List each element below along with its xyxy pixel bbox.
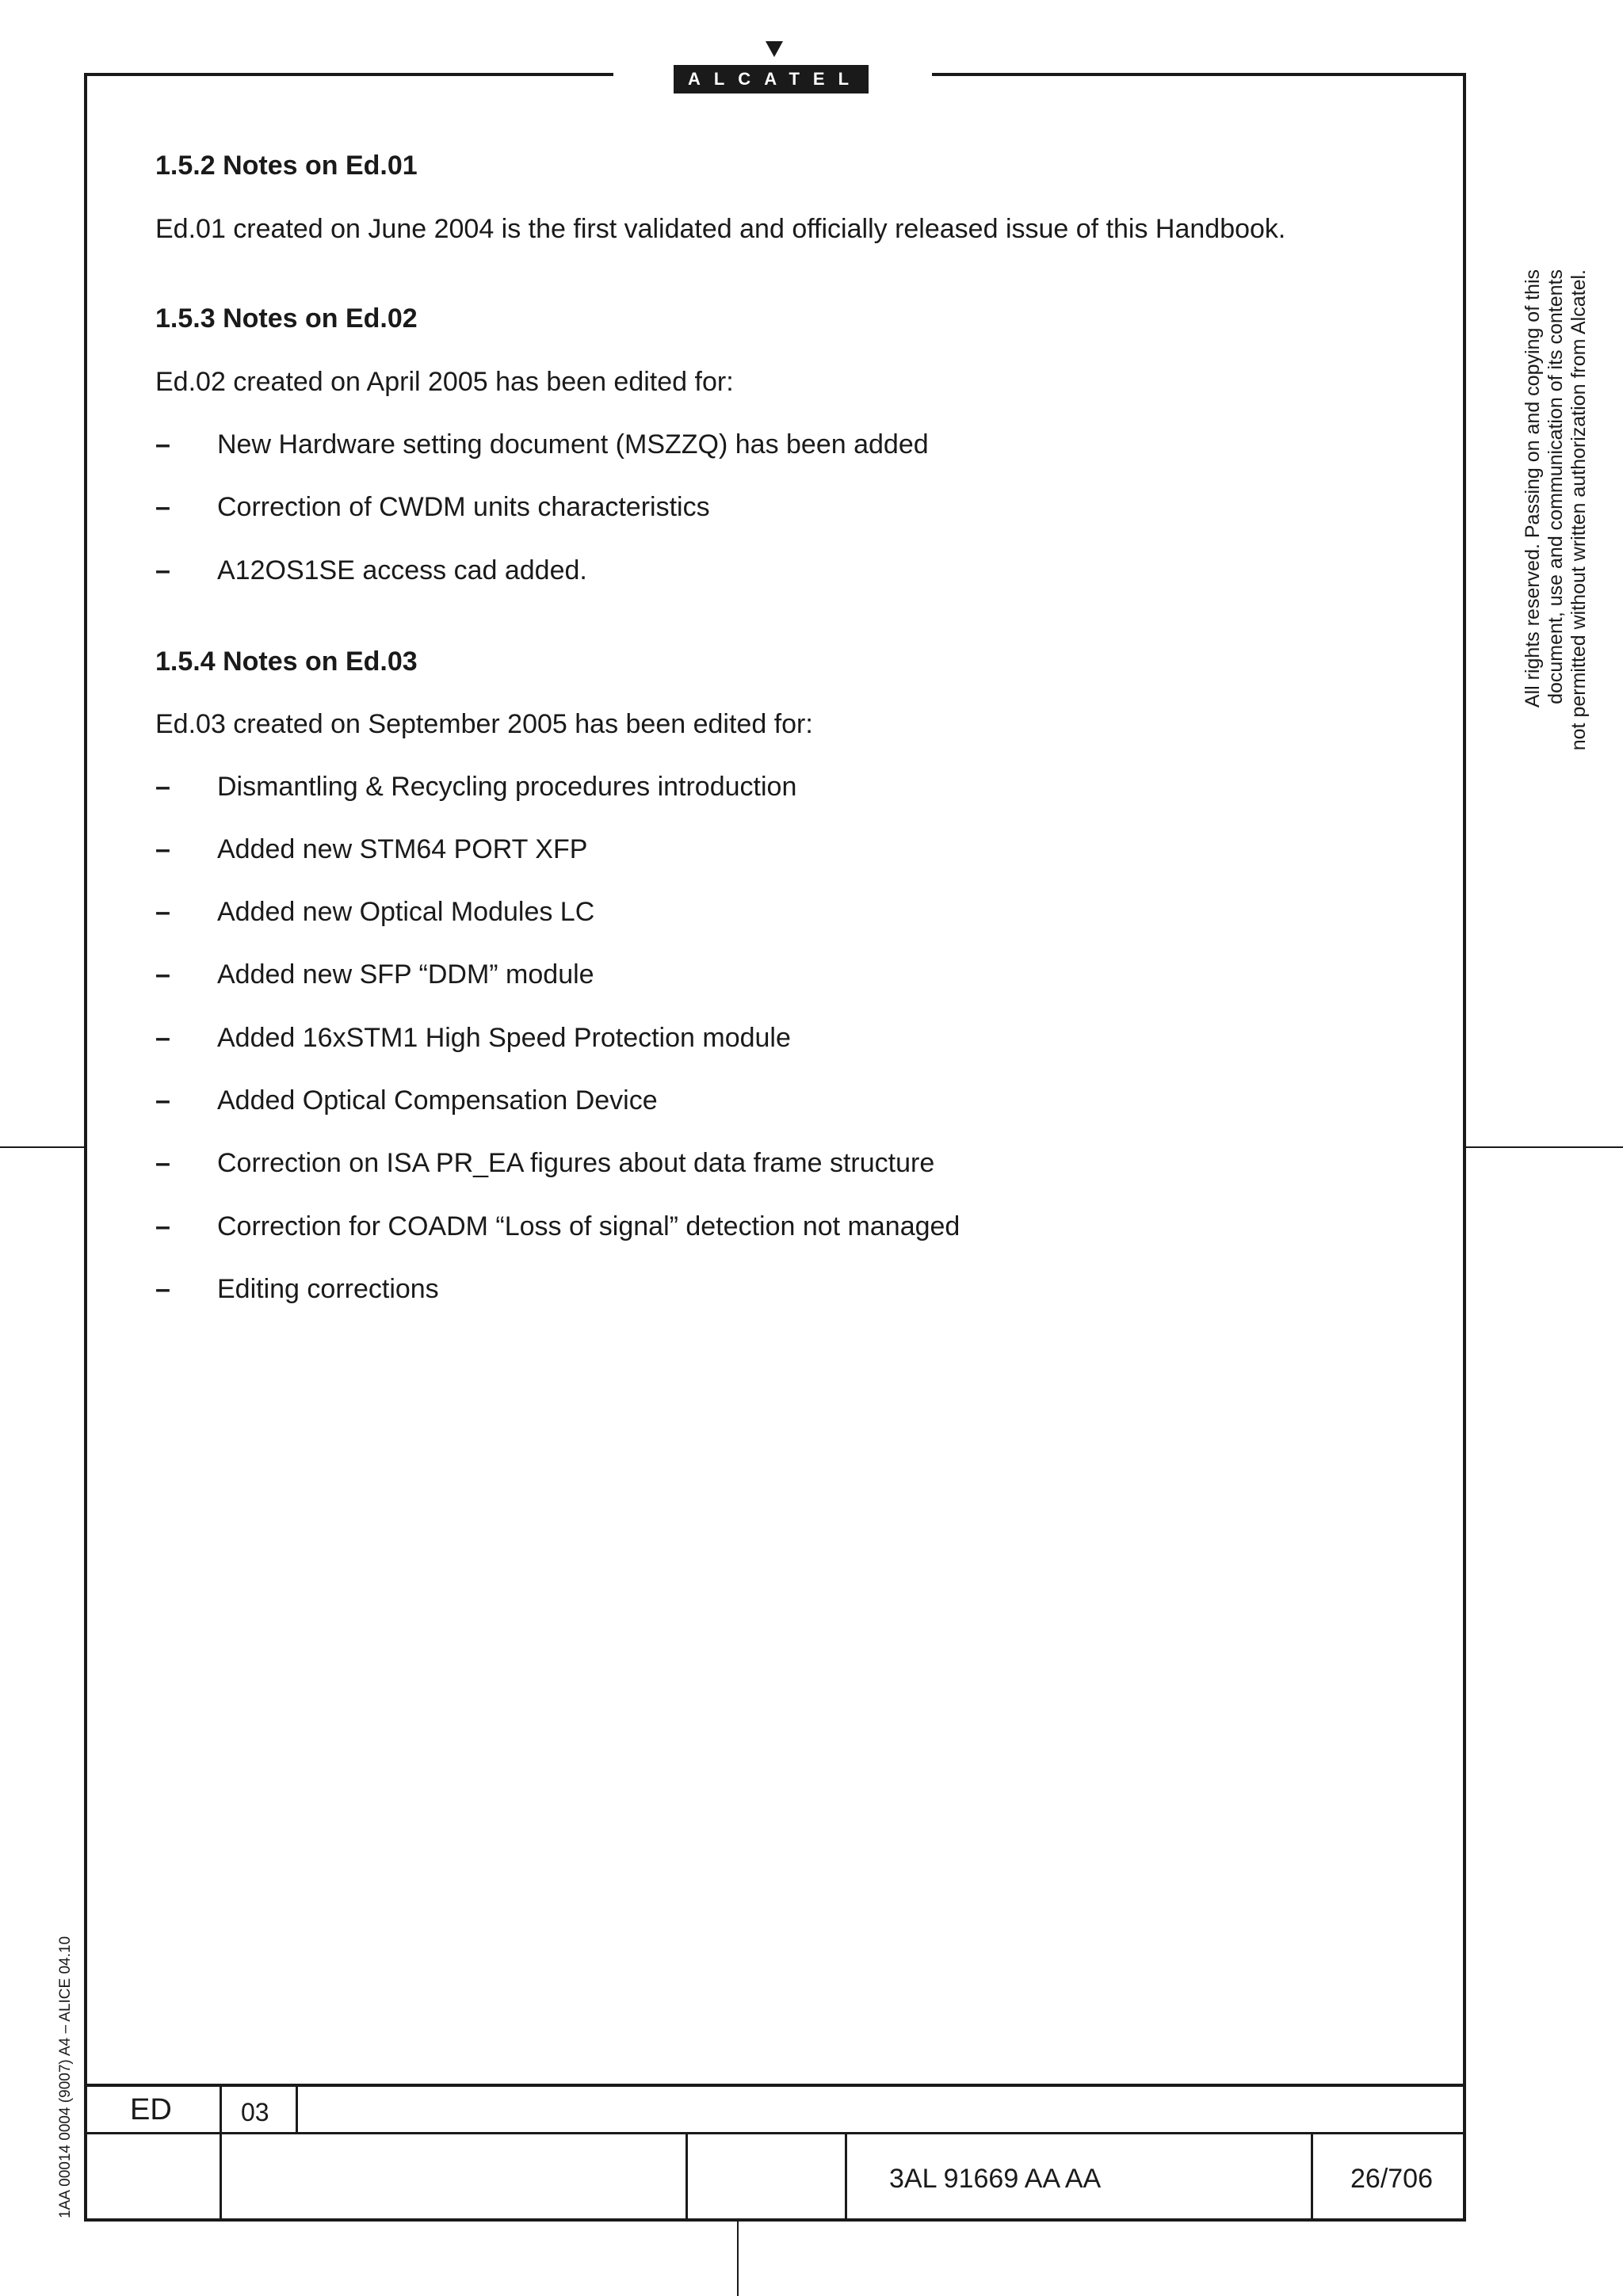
section-heading: 1.5.4 Notes on Ed.03 bbox=[155, 646, 418, 677]
section-intro: Ed.03 created on September 2005 has been edited for: bbox=[155, 709, 813, 739]
list-item-text: A12OS1SE access cad added. bbox=[217, 555, 587, 585]
list-item-text: Dismantling & Recycling procedures introduction bbox=[217, 772, 797, 802]
fold-mark-left bbox=[0, 1146, 86, 1148]
copyright-line: document, use and communication of its contents bbox=[1545, 269, 1567, 704]
section-intro: Ed.01 created on June 2004 is the first validated and officially released issue of this Handbook. bbox=[155, 214, 1286, 244]
footer-top-rule bbox=[84, 2084, 1466, 2087]
footer-divider bbox=[220, 2084, 222, 2220]
fold-mark-right bbox=[1465, 1146, 1623, 1148]
bullet-dash: – bbox=[155, 429, 170, 460]
bullet-dash: – bbox=[155, 897, 170, 927]
list-item-text: Added new Optical Modules LC bbox=[217, 897, 595, 927]
edition-value: 03 bbox=[241, 2098, 269, 2126]
list-item-text: Correction for COADM “Loss of signal” detection not managed bbox=[217, 1211, 960, 1241]
bullet-dash: – bbox=[155, 555, 170, 585]
section-intro: Ed.02 created on April 2005 has been edited for: bbox=[155, 367, 734, 397]
footer-divider bbox=[845, 2133, 847, 2220]
frame-top-right bbox=[932, 73, 1466, 76]
list-item-text: Added 16xSTM1 High Speed Protection module bbox=[217, 1023, 791, 1053]
bullet-dash: – bbox=[155, 1085, 170, 1116]
bullet-dash: – bbox=[155, 772, 170, 802]
frame-top-left bbox=[84, 73, 613, 76]
bullet-dash: – bbox=[155, 834, 170, 864]
alcatel-logo: ALCATEL bbox=[674, 65, 869, 93]
bullet-dash: – bbox=[155, 959, 170, 990]
page-number: 26/706 bbox=[1350, 2164, 1433, 2194]
copyright-note bbox=[1522, 269, 1623, 808]
section-heading: 1.5.2 Notes on Ed.01 bbox=[155, 151, 418, 181]
footer-divider bbox=[1311, 2133, 1313, 2220]
fold-mark-bottom bbox=[737, 2220, 739, 2296]
list-item-text: Added Optical Compensation Device bbox=[217, 1085, 658, 1116]
copyright-line: All rights reserved. Passing on and copying of this bbox=[1522, 269, 1544, 708]
footer-divider bbox=[296, 2084, 298, 2134]
list-item-text: Added new SFP “DDM” module bbox=[217, 959, 594, 990]
footer-divider bbox=[685, 2133, 688, 2220]
bullet-dash: – bbox=[155, 1023, 170, 1053]
list-item-text: Correction of CWDM units characteristics bbox=[217, 492, 710, 522]
list-item-text: New Hardware setting document (MSZZQ) has been added bbox=[217, 429, 929, 460]
list-item-text: Added new STM64 PORT XFP bbox=[217, 834, 588, 864]
bullet-dash: – bbox=[155, 492, 170, 522]
bullet-dash: – bbox=[155, 1274, 170, 1304]
list-item-text: Editing corrections bbox=[217, 1274, 439, 1304]
frame-bottom bbox=[84, 2218, 1466, 2222]
logo-arrow-icon bbox=[766, 41, 783, 57]
bullet-dash: – bbox=[155, 1148, 170, 1178]
list-item-text: Correction on ISA PR_EA figures about data frame structure bbox=[217, 1148, 935, 1178]
footer-mid-rule bbox=[84, 2132, 1466, 2134]
form-code: 1AA 00014 0004 (9007) A4 – ALICE 04.10 bbox=[57, 1936, 74, 2218]
section-heading: 1.5.3 Notes on Ed.02 bbox=[155, 303, 418, 334]
document-number: 3AL 91669 AA AA bbox=[889, 2164, 1102, 2194]
edition-label: ED bbox=[130, 2093, 172, 2126]
copyright-line: not permitted without written authorization from Alcatel. bbox=[1568, 269, 1590, 751]
bullet-dash: – bbox=[155, 1211, 170, 1241]
